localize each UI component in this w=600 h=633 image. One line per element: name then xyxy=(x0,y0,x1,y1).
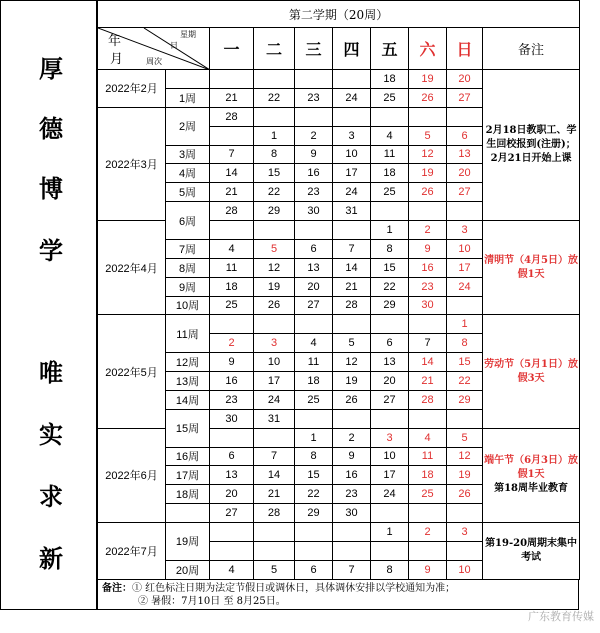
day-cell-mon: 16 xyxy=(210,372,254,391)
day-cell-fri: 10 xyxy=(371,447,409,466)
day-cell-fri: 25 xyxy=(371,88,409,107)
day-cell-tue: 28 xyxy=(254,504,295,523)
day-cell-sun: 20 xyxy=(447,70,483,89)
weekday-thu: 四 xyxy=(333,28,371,70)
day-cell-thu xyxy=(333,409,371,428)
day-cell-sat: 23 xyxy=(409,277,447,296)
day-cell-mon: 13 xyxy=(210,466,254,485)
day-cell-fri xyxy=(371,541,409,560)
day-cell-thu: 2 xyxy=(333,428,371,447)
motto-char: 实 xyxy=(39,420,63,449)
day-cell-wed: 27 xyxy=(295,296,333,315)
day-cell-fri: 1 xyxy=(371,221,409,240)
day-cell-wed xyxy=(295,315,333,334)
day-cell-thu: 21 xyxy=(333,277,371,296)
day-cell-sun: 10 xyxy=(447,239,483,258)
day-cell-sat: 28 xyxy=(409,390,447,409)
day-cell-sun xyxy=(447,409,483,428)
day-cell-sun xyxy=(447,541,483,560)
day-cell-tue xyxy=(254,541,295,560)
day-cell-tue xyxy=(254,523,295,542)
day-cell-thu xyxy=(333,107,371,126)
day-cell-wed xyxy=(295,523,333,542)
day-cell-mon: 4 xyxy=(210,560,254,579)
remark-cell: 2月18日教职工、学生回校报到(注册)；2月21日开始上课 xyxy=(483,70,580,221)
day-cell-tue xyxy=(254,428,295,447)
day-cell-mon: 23 xyxy=(210,390,254,409)
day-cell-sat: 14 xyxy=(409,353,447,372)
month-cell: 2022年5月 xyxy=(98,315,166,428)
day-cell-sun: 27 xyxy=(447,88,483,107)
day-cell-tue xyxy=(254,70,295,89)
table-title: 第二学期（20周） xyxy=(98,1,580,28)
day-cell-wed: 2 xyxy=(295,126,333,145)
day-cell-thu: 16 xyxy=(333,466,371,485)
day-cell-fri xyxy=(371,202,409,221)
week-cell: 18周 xyxy=(166,485,210,504)
day-cell-mon: 9 xyxy=(210,353,254,372)
day-cell-fri: 6 xyxy=(371,334,409,353)
day-cell-sun: 20 xyxy=(447,164,483,183)
day-cell-sun: 5 xyxy=(447,428,483,447)
day-cell-tue: 7 xyxy=(254,447,295,466)
day-cell-tue: 5 xyxy=(254,560,295,579)
day-cell-mon xyxy=(210,428,254,447)
day-cell-sun: 29 xyxy=(447,390,483,409)
day-cell-thu xyxy=(333,541,371,560)
day-cell-sat xyxy=(409,541,447,560)
day-cell-fri: 8 xyxy=(371,239,409,258)
day-cell-fri: 15 xyxy=(371,258,409,277)
day-cell-sun: 24 xyxy=(447,277,483,296)
remark-holiday: 端午节（6月3日）放假1天 xyxy=(484,455,579,481)
day-cell-fri: 13 xyxy=(371,353,409,372)
day-cell-tue: 14 xyxy=(254,466,295,485)
day-cell-tue: 21 xyxy=(254,485,295,504)
day-cell-wed xyxy=(295,221,333,240)
day-cell-mon: 11 xyxy=(210,258,254,277)
day-cell-mon: 4 xyxy=(210,239,254,258)
day-cell-sat: 26 xyxy=(409,183,447,202)
day-cell-thu: 17 xyxy=(333,164,371,183)
day-cell-sat: 30 xyxy=(409,296,447,315)
day-cell-thu xyxy=(333,70,371,89)
motto-char: 新 xyxy=(39,544,63,573)
footnote xyxy=(97,580,579,610)
remark-cell: 清明节（4月5日）放假1天 xyxy=(483,221,580,315)
day-cell-tue: 3 xyxy=(254,334,295,353)
day-cell-thu: 7 xyxy=(333,560,371,579)
day-cell-tue: 22 xyxy=(254,183,295,202)
day-cell-wed: 6 xyxy=(295,239,333,258)
footnote-label: 备注： xyxy=(102,583,132,594)
watermark: 广东教育传媒 xyxy=(528,610,594,623)
day-cell-sat: 18 xyxy=(409,466,447,485)
day-cell-mon: 14 xyxy=(210,164,254,183)
day-cell-sun: 26 xyxy=(447,485,483,504)
day-cell-sat xyxy=(409,504,447,523)
day-cell-sat: 5 xyxy=(409,126,447,145)
day-cell-mon xyxy=(210,221,254,240)
week-cell: 1周 xyxy=(166,88,210,107)
day-cell-sun: 27 xyxy=(447,183,483,202)
day-cell-fri: 18 xyxy=(371,70,409,89)
week-cell: 6周 xyxy=(166,202,210,240)
day-cell-wed: 25 xyxy=(295,390,333,409)
day-cell-wed: 11 xyxy=(295,353,333,372)
table-row xyxy=(98,70,580,89)
month-cell: 2022年6月 xyxy=(98,428,166,522)
day-cell-thu xyxy=(333,523,371,542)
day-cell-wed: 8 xyxy=(295,447,333,466)
day-cell-mon: 7 xyxy=(210,145,254,164)
remark-cell: 劳动节（5月1日）放假3天 xyxy=(483,315,580,428)
day-cell-sun xyxy=(447,202,483,221)
day-cell-mon: 25 xyxy=(210,296,254,315)
day-cell-thu xyxy=(333,221,371,240)
table-row xyxy=(98,315,580,334)
day-cell-sun xyxy=(447,296,483,315)
day-cell-fri: 24 xyxy=(371,485,409,504)
day-cell-tue: 17 xyxy=(254,372,295,391)
day-cell-tue xyxy=(254,221,295,240)
motto-char: 学 xyxy=(39,236,63,265)
header-nian: 年 xyxy=(108,33,122,48)
week-cell: 7周 xyxy=(166,239,210,258)
day-cell-fri: 4 xyxy=(371,126,409,145)
weekday-sun: 日 xyxy=(447,28,483,70)
day-cell-fri: 17 xyxy=(371,466,409,485)
day-cell-thu: 28 xyxy=(333,296,371,315)
weekday-sat: 六 xyxy=(409,28,447,70)
day-cell-fri: 11 xyxy=(371,145,409,164)
day-cell-wed: 18 xyxy=(295,372,333,391)
weekday-fri: 五 xyxy=(371,28,409,70)
day-cell-sat: 12 xyxy=(409,145,447,164)
week-cell: 8周 xyxy=(166,258,210,277)
day-cell-mon xyxy=(210,126,254,145)
day-cell-sat: 19 xyxy=(409,70,447,89)
week-cell: 2周 xyxy=(166,107,210,145)
day-cell-sat: 16 xyxy=(409,258,447,277)
footnote-line-2: ② 暑假：7月10日 至 8月25日。 xyxy=(138,596,286,607)
month-cell: 2022年3月 xyxy=(98,107,166,220)
day-cell-sat xyxy=(409,202,447,221)
day-cell-mon: 2 xyxy=(210,334,254,353)
day-cell-fri: 27 xyxy=(371,390,409,409)
day-cell-thu: 12 xyxy=(333,353,371,372)
motto-char: 博 xyxy=(39,174,63,203)
header-ri: 日 xyxy=(170,41,178,50)
day-cell-tue xyxy=(254,315,295,334)
day-cell-fri xyxy=(371,409,409,428)
remark-graduation: 第18周毕业教育 xyxy=(494,483,569,495)
day-cell-sun: 12 xyxy=(447,447,483,466)
day-cell-sun: 19 xyxy=(447,466,483,485)
day-cell-thu: 24 xyxy=(333,88,371,107)
day-cell-thu: 9 xyxy=(333,447,371,466)
day-cell-thu: 30 xyxy=(333,504,371,523)
calendar-table xyxy=(97,0,580,580)
day-cell-sun xyxy=(447,107,483,126)
day-cell-mon: 30 xyxy=(210,409,254,428)
day-cell-wed: 13 xyxy=(295,258,333,277)
day-cell-wed: 30 xyxy=(295,202,333,221)
day-cell-tue: 31 xyxy=(254,409,295,428)
day-cell-fri: 8 xyxy=(371,560,409,579)
day-cell-mon: 27 xyxy=(210,504,254,523)
header-xingqi: 星期 xyxy=(180,30,196,39)
day-cell-wed: 6 xyxy=(295,560,333,579)
day-cell-sun: 3 xyxy=(447,523,483,542)
day-cell-sat: 9 xyxy=(409,239,447,258)
remark-cell xyxy=(483,428,580,522)
day-cell-mon xyxy=(210,523,254,542)
day-cell-fri: 3 xyxy=(371,428,409,447)
motto-char: 唯 xyxy=(39,358,63,387)
day-cell-sat xyxy=(409,107,447,126)
day-cell-mon: 20 xyxy=(210,485,254,504)
day-cell-fri: 18 xyxy=(371,164,409,183)
day-cell-tue: 22 xyxy=(254,88,295,107)
day-cell-wed: 16 xyxy=(295,164,333,183)
day-cell-tue: 26 xyxy=(254,296,295,315)
day-cell-fri: 29 xyxy=(371,296,409,315)
day-cell-sun xyxy=(447,504,483,523)
day-cell-tue xyxy=(254,107,295,126)
week-cell: 9周 xyxy=(166,277,210,296)
day-cell-sun: 10 xyxy=(447,560,483,579)
month-cell: 2022年7月 xyxy=(98,523,166,580)
day-cell-sat: 9 xyxy=(409,560,447,579)
motto-char: 求 xyxy=(39,482,63,511)
week-cell: 15周 xyxy=(166,409,210,447)
diagonal-header-cell xyxy=(98,28,210,70)
header-yue: 月 xyxy=(110,51,124,66)
week-cell: 11周 xyxy=(166,315,210,353)
day-cell-sat: 2 xyxy=(409,221,447,240)
remark-cell: 第19-20周期末集中考试 xyxy=(483,523,580,580)
day-cell-fri: 1 xyxy=(371,523,409,542)
day-cell-sat: 25 xyxy=(409,485,447,504)
day-cell-sat: 2 xyxy=(409,523,447,542)
day-cell-thu: 10 xyxy=(333,145,371,164)
month-cell: 2022年2月 xyxy=(98,70,166,108)
day-cell-tue: 5 xyxy=(254,239,295,258)
weekday-tue: 二 xyxy=(254,28,295,70)
day-cell-sat xyxy=(409,315,447,334)
weekday-mon: 一 xyxy=(210,28,254,70)
day-cell-sat xyxy=(409,409,447,428)
day-cell-sun: 1 xyxy=(447,315,483,334)
week-cell xyxy=(166,504,210,523)
day-cell-tue: 12 xyxy=(254,258,295,277)
day-cell-sun: 3 xyxy=(447,221,483,240)
day-cell-mon: 21 xyxy=(210,88,254,107)
week-cell: 13周 xyxy=(166,372,210,391)
week-cell: 14周 xyxy=(166,390,210,409)
day-cell-wed xyxy=(295,409,333,428)
day-cell-thu: 14 xyxy=(333,258,371,277)
week-cell: 20周 xyxy=(166,560,210,579)
day-cell-tue: 29 xyxy=(254,202,295,221)
day-cell-tue: 24 xyxy=(254,390,295,409)
day-cell-wed xyxy=(295,70,333,89)
day-cell-sat: 19 xyxy=(409,164,447,183)
day-cell-thu: 3 xyxy=(333,126,371,145)
day-cell-sat: 26 xyxy=(409,88,447,107)
day-cell-wed: 23 xyxy=(295,88,333,107)
day-cell-thu: 5 xyxy=(333,334,371,353)
week-cell: 4周 xyxy=(166,164,210,183)
month-cell: 2022年4月 xyxy=(98,221,166,315)
day-cell-wed: 22 xyxy=(295,485,333,504)
day-cell-sun: 13 xyxy=(447,145,483,164)
day-cell-sun: 8 xyxy=(447,334,483,353)
footnote-line-1 xyxy=(102,582,574,595)
motto-column xyxy=(0,0,98,610)
table-row xyxy=(98,523,580,542)
day-cell-tue: 19 xyxy=(254,277,295,296)
header-week-label: 周次 xyxy=(146,57,162,66)
day-cell-thu: 26 xyxy=(333,390,371,409)
day-cell-wed: 4 xyxy=(295,334,333,353)
day-cell-fri xyxy=(371,315,409,334)
day-cell-thu: 24 xyxy=(333,183,371,202)
day-cell-tue: 15 xyxy=(254,164,295,183)
week-cell: 19周 xyxy=(166,523,210,561)
week-cell: 3周 xyxy=(166,145,210,164)
day-cell-sat: 21 xyxy=(409,372,447,391)
day-cell-sun: 17 xyxy=(447,258,483,277)
day-cell-tue: 1 xyxy=(254,126,295,145)
day-cell-wed xyxy=(295,107,333,126)
day-cell-thu: 23 xyxy=(333,485,371,504)
day-cell-tue: 8 xyxy=(254,145,295,164)
day-cell-wed: 1 xyxy=(295,428,333,447)
day-cell-wed: 20 xyxy=(295,277,333,296)
day-cell-fri: 20 xyxy=(371,372,409,391)
day-cell-sun: 15 xyxy=(447,353,483,372)
week-cell: 10周 xyxy=(166,296,210,315)
day-cell-fri: 25 xyxy=(371,183,409,202)
day-cell-mon: 6 xyxy=(210,447,254,466)
day-cell-mon: 18 xyxy=(210,277,254,296)
day-cell-thu xyxy=(333,315,371,334)
day-cell-fri xyxy=(371,107,409,126)
day-cell-sat: 4 xyxy=(409,428,447,447)
weekday-wed: 三 xyxy=(295,28,333,70)
motto-char: 厚 xyxy=(39,54,63,83)
day-cell-sat: 11 xyxy=(409,447,447,466)
day-cell-mon: 28 xyxy=(210,107,254,126)
day-cell-wed: 15 xyxy=(295,466,333,485)
day-cell-mon xyxy=(210,315,254,334)
day-cell-sun: 6 xyxy=(447,126,483,145)
week-cell: 17周 xyxy=(166,466,210,485)
day-cell-wed: 9 xyxy=(295,145,333,164)
day-cell-sat: 7 xyxy=(409,334,447,353)
day-cell-wed: 23 xyxy=(295,183,333,202)
week-cell: 5周 xyxy=(166,183,210,202)
day-cell-mon: 21 xyxy=(210,183,254,202)
day-cell-fri: 22 xyxy=(371,277,409,296)
day-cell-tue: 10 xyxy=(254,353,295,372)
day-cell-wed: 29 xyxy=(295,504,333,523)
week-cell: 16周 xyxy=(166,447,210,466)
day-cell-wed xyxy=(295,541,333,560)
day-cell-mon xyxy=(210,541,254,560)
day-cell-thu: 31 xyxy=(333,202,371,221)
footnote-text-1: ① 红色标注日期为法定节假日或调休日，具体调休安排以学校通知为准； xyxy=(132,583,456,594)
remarks-header: 备注 xyxy=(483,28,580,70)
day-cell-mon xyxy=(210,70,254,89)
motto-char: 德 xyxy=(39,114,63,143)
week-cell xyxy=(166,70,210,89)
day-cell-mon: 28 xyxy=(210,202,254,221)
day-cell-thu: 19 xyxy=(333,372,371,391)
day-cell-fri xyxy=(371,504,409,523)
day-cell-thu: 7 xyxy=(333,239,371,258)
day-cell-sun: 22 xyxy=(447,372,483,391)
calendar-body xyxy=(98,70,580,580)
week-cell: 12周 xyxy=(166,353,210,372)
